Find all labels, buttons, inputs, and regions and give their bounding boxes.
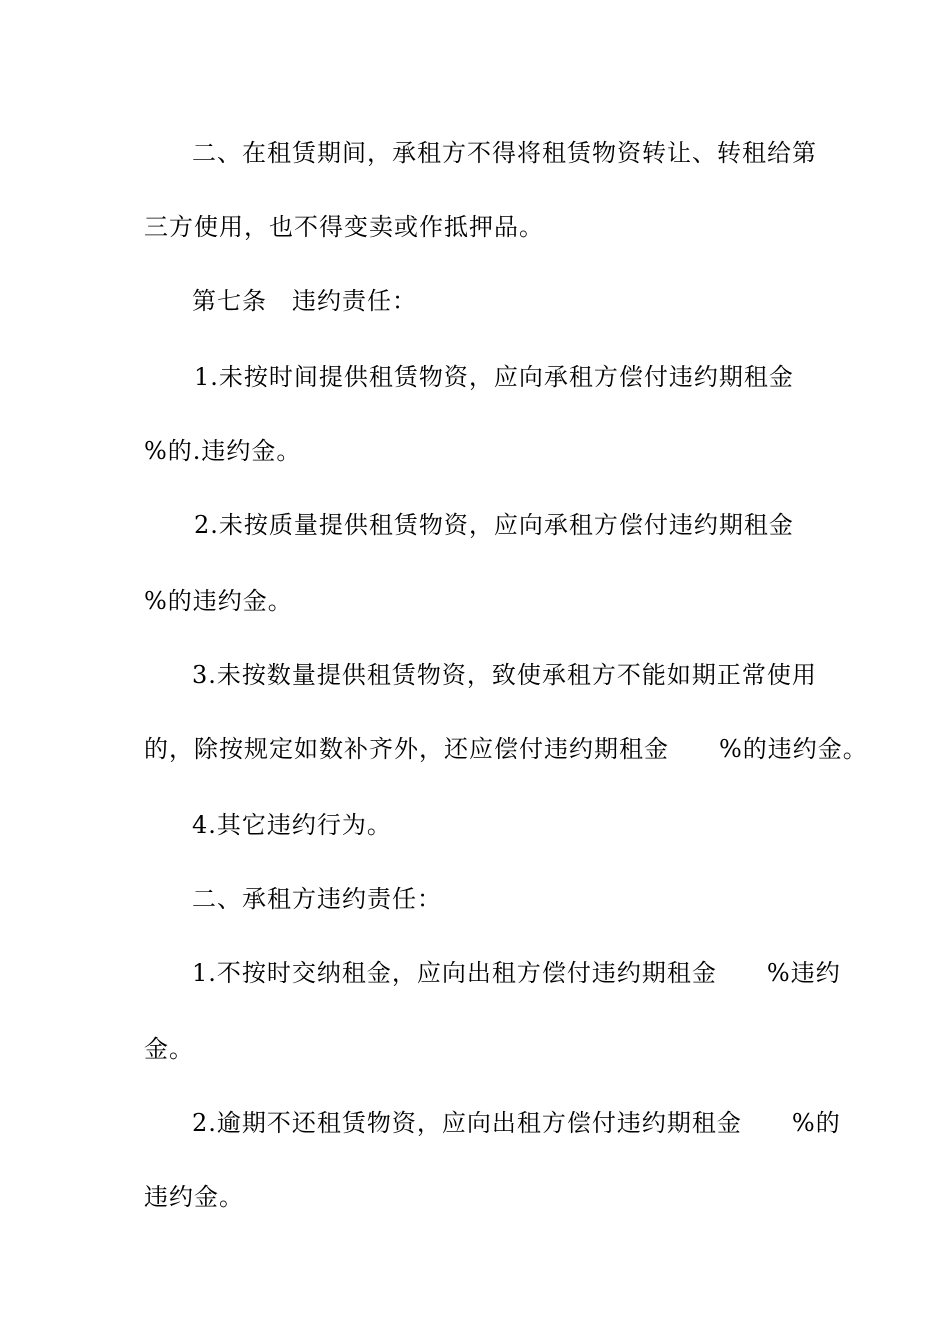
paragraph-line: 的，除按规定如数补齐外，还应偿付违约期租金 %的违约金。 xyxy=(144,735,868,763)
paragraph-line: %的.违约金。 xyxy=(144,437,302,465)
subsection-heading: 二、承租方违约责任： xyxy=(192,885,442,913)
paragraph-line: 二、在租赁期间，承租方不得将租赁物资转让、转租给第 xyxy=(192,139,817,167)
paragraph-line: 金。 xyxy=(144,1035,194,1063)
paragraph-line: 1.未按时间提供租赁物资，应向承租方偿付违约期租金 xyxy=(194,363,794,391)
paragraph-line: %的违约金。 xyxy=(144,587,293,615)
paragraph-line: 违约金。 xyxy=(144,1183,244,1211)
paragraph-line: 1.不按时交纳租金，应向出租方偿付违约期租金 %违约 xyxy=(192,959,841,987)
paragraph-line: 2.未按质量提供租赁物资，应向承租方偿付违约期租金 xyxy=(194,511,794,539)
paragraph-line: 4.其它违约行为。 xyxy=(192,811,392,839)
paragraph-line: 三方使用，也不得变卖或作抵押品。 xyxy=(144,213,544,241)
paragraph-line: 2.逾期不还租赁物资，应向出租方偿付违约期租金 %的 xyxy=(192,1109,841,1137)
section-heading: 第七条 违约责任： xyxy=(192,287,417,315)
paragraph-line: 3.未按数量提供租赁物资，致使承租方不能如期正常使用 xyxy=(192,661,817,689)
